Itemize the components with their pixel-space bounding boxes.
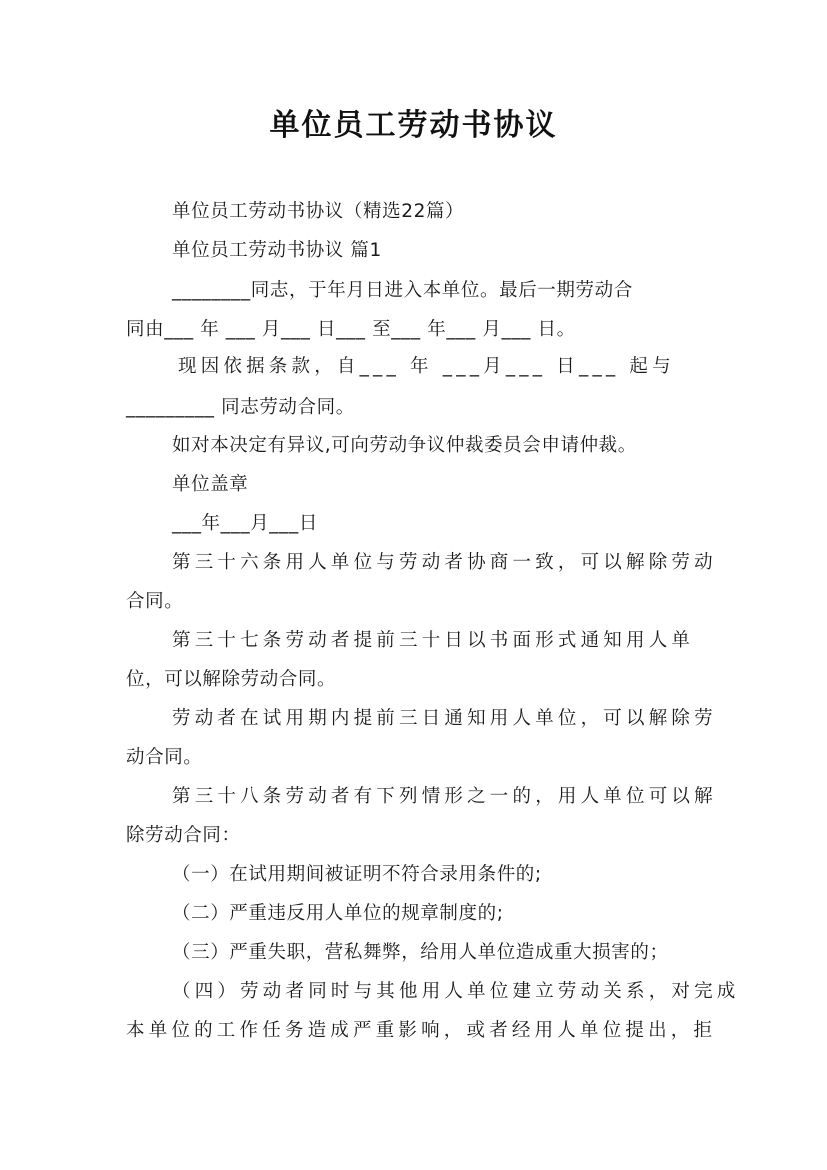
paragraph-line: 第三十八条劳动者有下列情形之一的，用人单位可以解 [172, 786, 717, 807]
paragraph-line: 合同。 [126, 591, 184, 612]
paragraph-line: 如对本决定有异议,可向劳动争议仲裁委员会申请仲裁。 [172, 435, 637, 456]
list-item: （四）劳动者同时与其他用人单位建立劳动关系，对完成 [172, 981, 740, 1002]
paragraph-line: 位，可以解除劳动合同。 [126, 669, 337, 690]
paragraph-line: _________ 同志劳动合同。 [126, 397, 355, 418]
subtitle-line: 单位员工劳动书协议（精选22篇） [172, 201, 465, 222]
paragraph-line: 第三十六条用人单位与劳动者协商一致，可以解除劳动 [172, 552, 717, 573]
paragraph-line: 同由___ 年 ___ 月___ 日___ 至___ 年___ 月___ 日。 [126, 319, 576, 340]
paragraph-line: 现因依据条款，自___ 年 ___月___ 日___ 起与 [178, 356, 675, 377]
list-item: （二）严重违反用人单位的规章制度的; [172, 903, 504, 924]
document-title: 单位员工劳动书协议 [269, 108, 558, 143]
paragraph-line: 劳动者在试用期内提前三日通知用人单位，可以解除劳 [172, 708, 717, 729]
paragraph-line: 动合同。 [126, 747, 203, 768]
paragraph-line: 本单位的工作任务造成严重影响，或者经用人单位提出，拒 [126, 1020, 717, 1041]
paragraph-line: 除劳动合同： [126, 825, 241, 846]
paragraph-line: 第三十七条劳动者提前三十日以书面形式通知用人单 [172, 630, 695, 651]
paragraph-line: ________同志，于年月日进入本单位。最后一期劳动合 [172, 280, 633, 301]
list-item: （一）在试用期间被证明不符合录用条件的; [172, 864, 542, 885]
seal-label: 单位盖章 [172, 474, 249, 495]
list-item: （三）严重失职，营私舞弊，给用人单位造成重大损害的； [172, 942, 669, 963]
section-heading: 单位员工劳动书协议 篇1 [172, 240, 382, 261]
date-line: ___年___月___日 [172, 513, 318, 534]
